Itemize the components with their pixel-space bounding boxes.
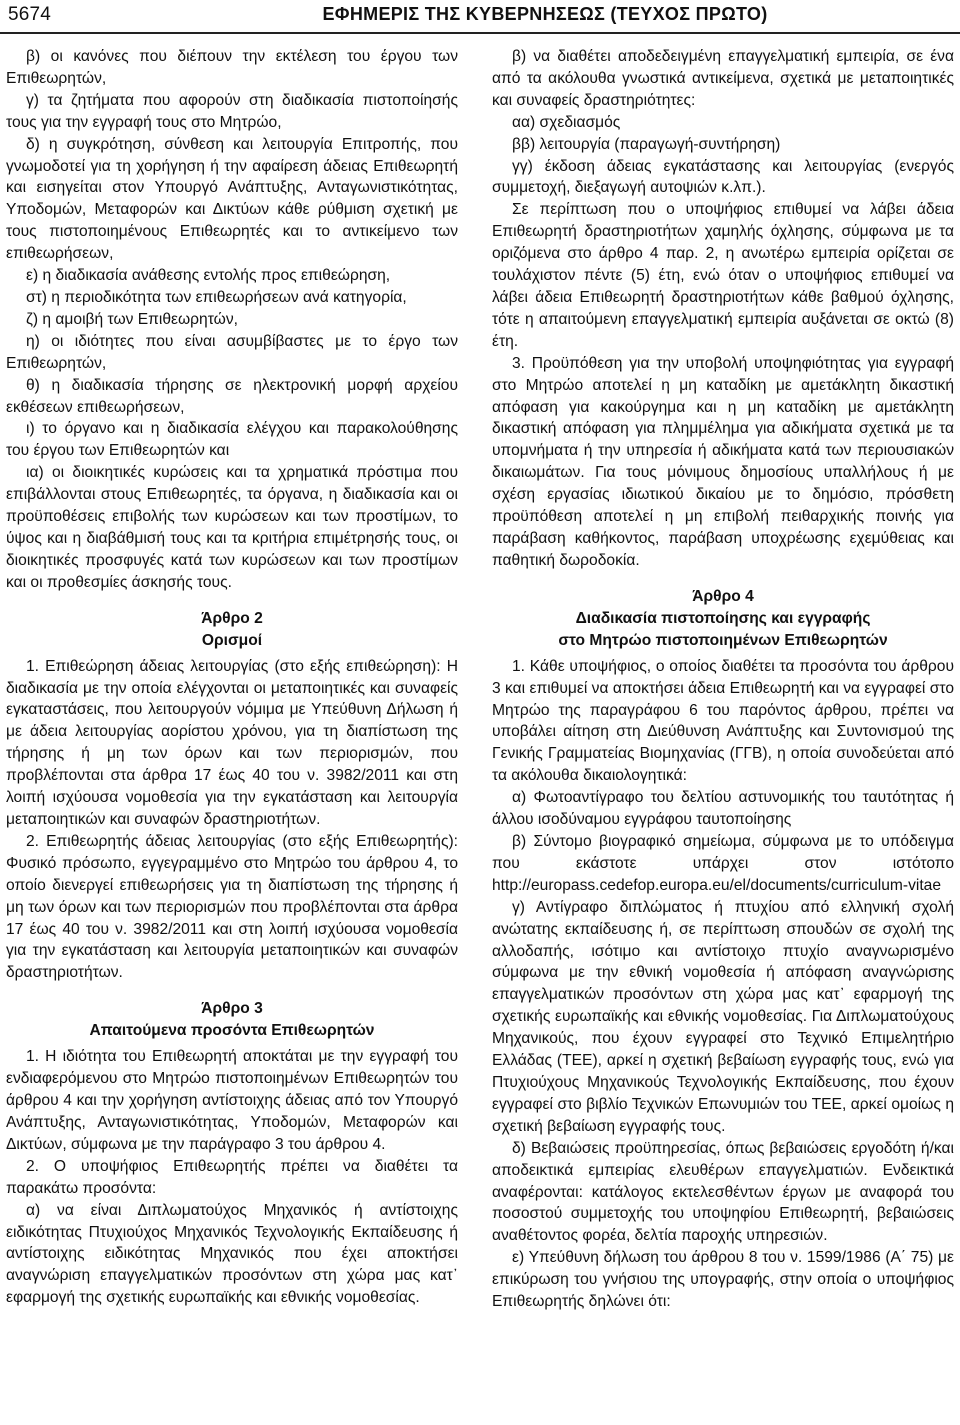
paragraph: ε) η διαδικασία ανάθεσης εντολής προς επιθεώρηση, (26, 267, 391, 285)
article-4-heading (492, 586, 954, 652)
paragraph: αα) σχεδιασμός (512, 113, 621, 131)
article-title: Άρθρο 4 (692, 587, 754, 605)
paragraph: δ) η συγκρότηση, σύνθεση και λειτουργία Επιτροπής, που γνωμοδοτεί για τη χορήγηση ή την αφαίρεση άδειας Επιθεωρητή και εισηγείται στον Υπουργό Ανάπτυξης, Ανταγωνιστικότητας, Υποδομών, Μεταφορών και Δικτύων κάθε ρύθμιση σχετική με τους πιστοποιημένους Επιθεωρητές και το αντικείμενο των επιθεωρήσεων, (6, 135, 458, 263)
paragraph: 3. Προϋπόθεση για την υποβολή υποψηφιότητας για εγγραφή στο Μητρώο αποτελεί η μη καταδίκη με αμετάκλητη δικαστική απόφαση για κακούργημα και η μη καταδίκη με αμετάκλητη δικαστική απόφαση για πλημμέλημα για αδικήματα σχετικά με τα υπομνήματα ή την υπηρεσία ή αδικήματα κατά των περιουσιακών δικαιωμάτων. Για τους μόνιμους δημοσίους υπαλλήλους ή με σχέση εργασίας ιδιωτικού δικαίου με το δημόσιο, πρόσθετη προϋπόθεση αποτελεί η μη επιβολή πειθαρχικής ποινής για παράβαση καθήκοντος, παράβαση υποχρέωσης εχεμύθειας και παθητική δωροδοκία. (492, 354, 954, 569)
paragraph: η) οι ιδιότητες που είναι ασυμβίβαστες με το έργο των Επιθεωρητών, (6, 332, 458, 372)
article-subtitle-line: Διαδικασία πιστοποίησης και εγγραφής (575, 609, 871, 627)
right-column (492, 46, 954, 1313)
paragraph: γγ) έκδοση άδειας εγκατάστασης και λειτουργίας (ενεργός συμμετοχή, διεξαγωγή αυτοψιών κ.λπ.). (492, 157, 954, 197)
paragraph: β) να διαθέτει αποδεδειγμένη επαγγελματική εμπειρία, σε ένα από τα ακόλουθα γνωστικά αντικείμενα, σχετικά με μεταποιητικές και συναφείς δραστηριότητες: (492, 48, 954, 109)
paragraph: θ) η διαδικασία τήρησης σε ηλεκτρονική μορφή αρχείου εκθέσεων επιθεωρήσεων, (6, 376, 458, 416)
page-header (0, 0, 960, 34)
article-2-heading (6, 608, 458, 652)
left-column (6, 46, 458, 1309)
paragraph: Σε περίπτωση που ο υποψήφιος επιθυμεί να λάβει άδεια Επιθεωρητή δραστηριοτήτων χαμηλής όχλησης, σύμφωνα με τα οριζόμενα στο άρθρο 4 παρ. 2, η ανωτέρω εμπειρία ορίζεται σε τουλάχιστον πέντε (5) έτη, ενώ όταν ο υποψήφιος επιθυμεί να λάβει άδεια Επιθεωρητή δραστηριοτήτων κάθε βαθμού όχλησης, τότε η απαιτούμενη επαγγελματική εμπειρία αυξάνεται σε οκτώ (8) έτη. (492, 201, 954, 350)
paragraph: γ) τα ζητήματα που αφορούν στη διαδικασία πιστοποίησής τους για την εγγραφή τους στο Μητρώο, (6, 91, 458, 131)
page-number: 5674 (8, 4, 52, 25)
header-divider (0, 32, 960, 34)
article-subtitle-line: στο Μητρώο πιστοποιημένων Επιθεωρητών (558, 631, 888, 649)
paragraph: β) οι κανόνες που διέπουν την εκτέλεση του έργου των Επιθεωρητών, (6, 48, 458, 87)
paragraph: ι) το όργανο και η διαδικασία ελέγχου και παρακολούθησης του έργου των Επιθεωρητών και (6, 420, 458, 460)
paragraph: γ) Αντίγραφο διπλώματος ή πτυχίου από ελληνική σχολή ανώτατης εκπαίδευσης ή, σε περίπτωση σπουδών σε σχολή της αλλοδαπής, ισότιμο και αντίστοιχο πτυχίο αναγνωρισμένο σύμφωνα με την εθνική νομοθεσία ή απόφαση αναγνώρισης επαγγελματικών προσόντων στη χώρα μας κατ᾽ εφαρμογή της σχετικής ευρωπαϊκής και εθνικής νομοθεσίας. Για Διπλωματούχους Μηχανικούς, που έχουν εγγραφεί στο Τεχνικό Επιμελητήριο Ελλάδας (ΤΕΕ), αρκεί η σχετική βεβαίωση εγγραφής τους, ενώ για Πτυχιούχους Μηχανικούς Τεχνολογικής Εκπαίδευσης, που έχουν εγγραφεί στο βιβλίο Τεχνικών Επωνυμιών του ΤΕΕ, αρκεί ομοίως η σχετική βεβαίωση εγγραφής τους. (492, 898, 954, 1135)
paragraph: ια) οι διοικητικές κυρώσεις και τα χρηματικά πρόστιμα που επιβάλλονται στους Επιθεωρητές, τα όργανα, η διαδικασία και οι προϋποθέσεις επιβολής των κυρώσεων και των προστίμων, το ύψος και η διαβάθμισή τους και τα κριτήρια επιμέτρησής τους, οι διοικητικές προσφυγές κατά των κυρώσεων και των προστίμων και οι προθεσμίες άσκησής τους. (6, 464, 458, 591)
paragraph: ζ) η αμοιβή των Επιθεωρητών, (26, 310, 238, 328)
paragraph: β) Σύντομο βιογραφικό σημείωμα, σύμφωνα με το υπόδειγμα που εκάστοτε υπάρχει στον ιστότοπο http://europass.cedefop.europa.eu/el/documents/curriculum-vitae (492, 833, 954, 894)
paragraph: 1. Επιθεώρηση άδειας λειτουργίας (στο εξής επιθεώρηση): Η διαδικασία με την οποία ελέγχονται οι μεταποιητικές και συναφείς εγκαταστάσεις, που λειτουργούν νόμιμα με Υπεύθυνη Δήλωση ή με άδεια λειτουργίας αορίστου χρόνου, για τη διαπίστωση της τήρησης ή μη των όρων και των περιορισμών, που προβλέπονται στα άρθρα 17 έως 40 του ν. 3982/2011 και στη λοιπή ισχύουσα νομοθεσία για την εγκατάσταση και λειτουργία μεταποιητικών και συναφών δραστηριοτήτων. (6, 657, 458, 828)
paragraph: 1. Η ιδιότητα του Επιθεωρητή αποκτάται με την εγγραφή του ενδιαφερόμενου στο Μητρώο πιστοποιημένων Επιθεωρητών του άρθρου 4 και την χορήγηση αντίστοιχης άδειας από τον Υπουργό Ανάπτυξης, Ανταγωνιστικότητας, Υποδομών, Μεταφορών και Δικτύων, σύμφωνα με την παράγραφο 3 του άρθρου 4. (6, 1048, 458, 1153)
paragraph: ε) Υπεύθυνη δήλωση του άρθρου 8 του ν. 1599/1986 (Α΄ 75) με επικύρωση του γνήσιου της υπογραφής, στην οποία ο υποψήφιος Επιθεωρητής δηλώνει ότι: (492, 1249, 954, 1311)
paragraph: 2. Ο υποψήφιος Επιθεωρητής πρέπει να διαθέτει τα παρακάτω προσόντα: (6, 1157, 458, 1197)
paragraph: δ) Βεβαιώσεις προϋπηρεσίας, όπως βεβαιώσεις εργοδότη ή/και αποδεικτικά εμπειρίας ελευθέρων επαγγελματιών. Ενδεικτικά αναφέρονται: κατάλογος εκτελεσθέντων έργων με αναφορά του ποσοστού συμμετοχής του υποψηφίου Επιθεωρητή, βεβαιώσεις αναθέτοντος φορέα, δελτία παροχής υπηρεσιών. (492, 1139, 954, 1245)
article-subtitle: Απαιτούμενα προσόντα Επιθεωρητών (89, 1022, 375, 1040)
article-3-heading (6, 998, 458, 1042)
article-subtitle: Ορισμοί (201, 631, 263, 649)
paragraph: α) να είναι Διπλωματούχος Μηχανικός ή αντίστοιχης ειδικότητας Πτυχιούχος Μηχανικός Τεχνολογικής Εκπαίδευσης ή αντίστοιχης ειδικότητας Μηχανικός που έχει αποκτήσει αναγνώριση επαγγελματικών προσόντων στη χώρα μας κατ᾽ εφαρμογή της σχετικής ευρωπαϊκής και εθνικής νομοθεσίας. (6, 1201, 458, 1307)
article-title: Άρθρο 3 (201, 1000, 263, 1018)
paragraph: ββ) λειτουργία (παραγωγή-συντήρηση) (512, 135, 781, 153)
journal-title: ΕΦΗΜΕΡΙΣ ΤΗΣ ΚΥΒΕΡΝΗΣΕΩΣ (ΤΕΥΧΟΣ ΠΡΩΤΟ) (322, 4, 768, 24)
paragraph: 1. Κάθε υποψήφιος, ο οποίος διαθέτει τα προσόντα του άρθρου 3 και επιθυμεί να αποκτήσει άδεια Επιθεωρητή και να εγγραφεί στο Μητρώο της παραγράφου 6 του παρόντος άρθρου, πρέπει να υποβάλει αίτηση στη Διεύθυνση Ανάπτυξης και Συντονισμού της Γενικής Γραμματείας Βιομηχανίας (ΓΓΒ), η οποία συνοδεύεται από τα ακόλουθα δικαιολογητικά: (492, 657, 954, 785)
paragraph: 2. Επιθεωρητής άδειας λειτουργίας (στο εξής Επιθεωρητής): Φυσικό πρόσωπο, εγγεγραμμένο στο Μητρώο του άρθρου 4, το οποίο διενεργεί επιθεωρήσεις για τη διαπίστωση της τήρησης ή μη των όρων και των περιορισμών που προβλέπονται στα άρθρα 17 έως 40 του ν. 3982/2011 και στη λοιπή ισχύουσα νομοθεσία για την εγκατάσταση και λειτουργία μεταποιητικών και συναφών δραστηριοτήτων. (6, 832, 458, 982)
paragraph: α) Φωτοαντίγραφο του δελτίου αστυνομικής του ταυτότητας ή άλλου ισοδύναμου εγγράφου ταυτοποίησης (492, 789, 954, 829)
article-title: Άρθρο 2 (201, 609, 263, 627)
paragraph: στ) η περιοδικότητα των επιθεωρήσεων ανά κατηγορία, (26, 288, 407, 306)
